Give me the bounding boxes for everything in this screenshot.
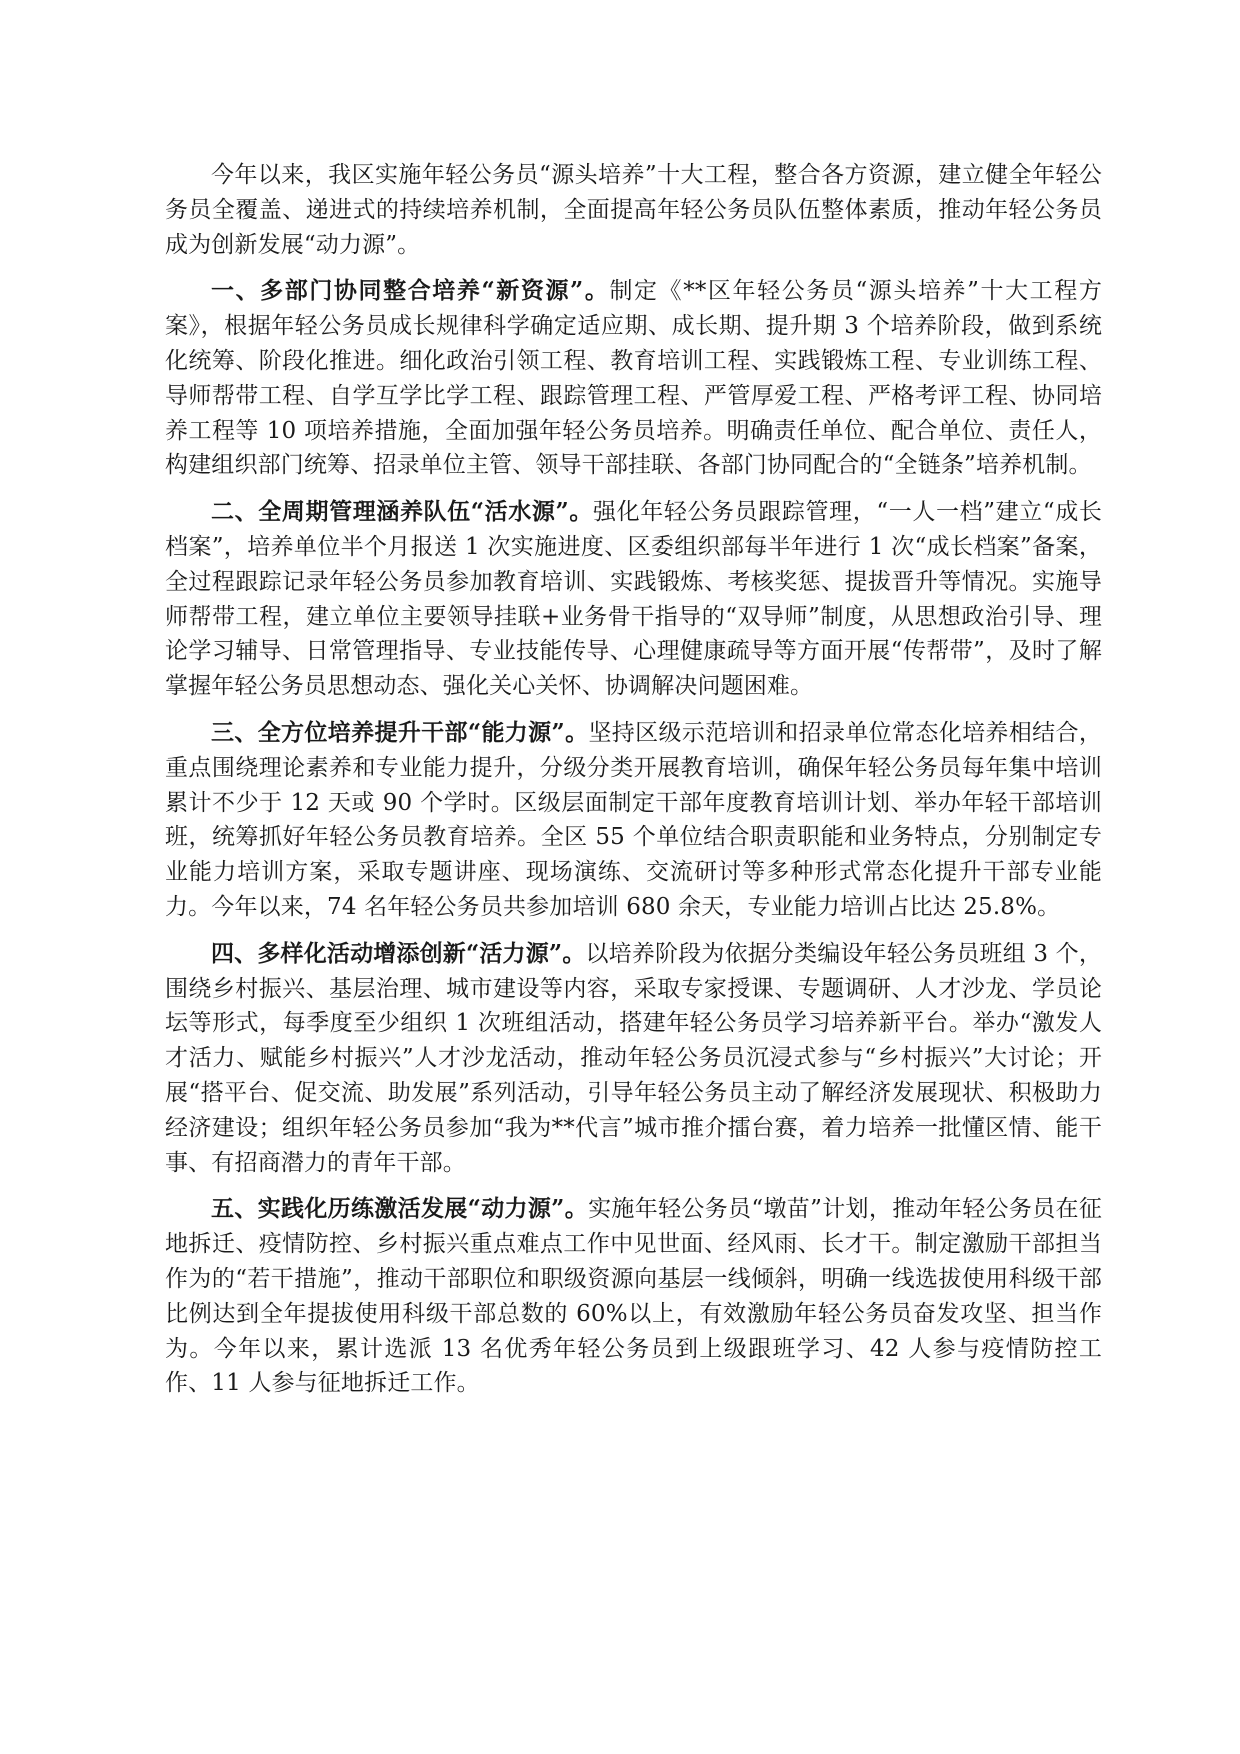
section-4-paragraph [165, 937, 1102, 1181]
section-2-heading: 二、全周期管理涵养队伍“活水源”。 [211, 498, 593, 526]
section-3-body: 坚持区级示范培训和招录单位常态化培养相结合，重点围绕理论素养和专业能力提升，分级分类开展教育培训，确保年轻公务员每年集中培训累计不少于 12 天或 90 个学时。区级层面制定干部年度教育培训计划、举办年轻干部培训班，统筹抓好年轻公务员教育培养。全区 55 个单位结合职责职能和业务特点，分别制定专业能力培训方案，采取专题讲座、现场演练、交流研讨等多种形式常态化提升干部专业能力。今年以来，74 名年轻公务员共参加培训 680 余天，专业能力培训占比达 25.8%。 [165, 719, 1102, 920]
section-1-body: 制定《**区年轻公务员“源头培养”十大工程方案》，根据年轻公务员成长规律科学确定适应期、成长期、提升期 3 个培养阶段，做到系统化统筹、阶段化推进。细化政治引领工程、教育培训工程、实践锻炼工程、专业训练工程、导师帮带工程、自学互学比学工程、跟踪管理工程、严管厚爱工程、严格考评工程、协同培养工程等 10 项培养措施，全面加强年轻公务员培养。明确责任单位、配合单位、责任人，构建组织部门统筹、招录单位主管、领导干部挂联、各部门协同配合的“全链条”培养机制。 [165, 278, 1102, 479]
section-5-heading: 五、实践化历练激活发展“动力源”。 [211, 1195, 589, 1223]
section-3-paragraph [165, 716, 1102, 925]
section-2-paragraph [165, 495, 1102, 704]
intro-paragraph: 今年以来，我区实施年轻公务员“源头培养”十大工程，整合各方资源，建立健全年轻公务员全覆盖、递进式的持续培养机制，全面提高年轻公务员队伍整体素质，推动年轻公务员成为创新发展“动力源”。 [165, 162, 1102, 258]
section-4-heading: 四、多样化活动增添创新“活力源”。 [211, 939, 586, 967]
section-2-body: 强化年轻公务员跟踪管理，“一人一档”建立“成长档案”，培养单位半个月报送 1 次实施进度、区委组织部每半年进行 1 次“成长档案”备案，全过程跟踪记录年轻公务员参加教育培训、实践锻炼、考核奖惩、提拔晋升等情况。实施导师帮带工程，建立单位主要领导挂联+业务骨干指导的“双导师”制度，从思想政治引导、理论学习辅导、日常管理指导、专业技能传导、心理健康疏导等方面开展“传帮带”，及时了解掌握年轻公务员思想动态、强化关心关怀、协调解决问题困难。 [165, 499, 1102, 700]
section-5-body: 实施年轻公务员“墩苗”计划，推动年轻公务员在征地拆迁、疫情防控、乡村振兴重点难点工作中见世面、经风雨、长才干。制定激励干部担当作为的“若干措施”，推动干部职位和职级资源向基层一线倾斜，明确一线选拔使用科级干部比例达到全年提拔使用科级干部总数的 60%以上，有效激励年轻公务员奋发攻坚、担当作为。今年以来，累计选派 13 名优秀年轻公务员到上级跟班学习、42 人参与疫情防控工作、11 人参与征地拆迁工作。 [165, 1196, 1103, 1397]
section-3-heading: 三、全方位培养提升干部“能力源”。 [211, 718, 589, 746]
document-page [165, 158, 1102, 1413]
section-1-heading: 一、多部门协同整合培养“新资源”。 [211, 277, 610, 305]
section-5-paragraph [165, 1192, 1102, 1401]
section-4-body: 以培养阶段为依据分类编设年轻公务员班组 3 个，围绕乡村振兴、基层治理、城市建设等内容，采取专家授课、专题调研、人才沙龙、学员论坛等形式，每季度至少组织 1 次班组活动，搭建年轻公务员学习培养新平台。举办“激发人才活力、赋能乡村振兴”人才沙龙活动，推动年轻公务员沉浸式参与“乡村振兴”大讨论；开展“搭平台、促交流、助发展”系列活动，引导年轻公务员主动了解经济发展现状、积极助力经济建设；组织年轻公务员参加“我为**代言”城市推介擂台赛，着力培养一批懂区情、能干事、有招商潜力的青年干部。 [165, 940, 1102, 1176]
section-1-paragraph [165, 274, 1102, 483]
